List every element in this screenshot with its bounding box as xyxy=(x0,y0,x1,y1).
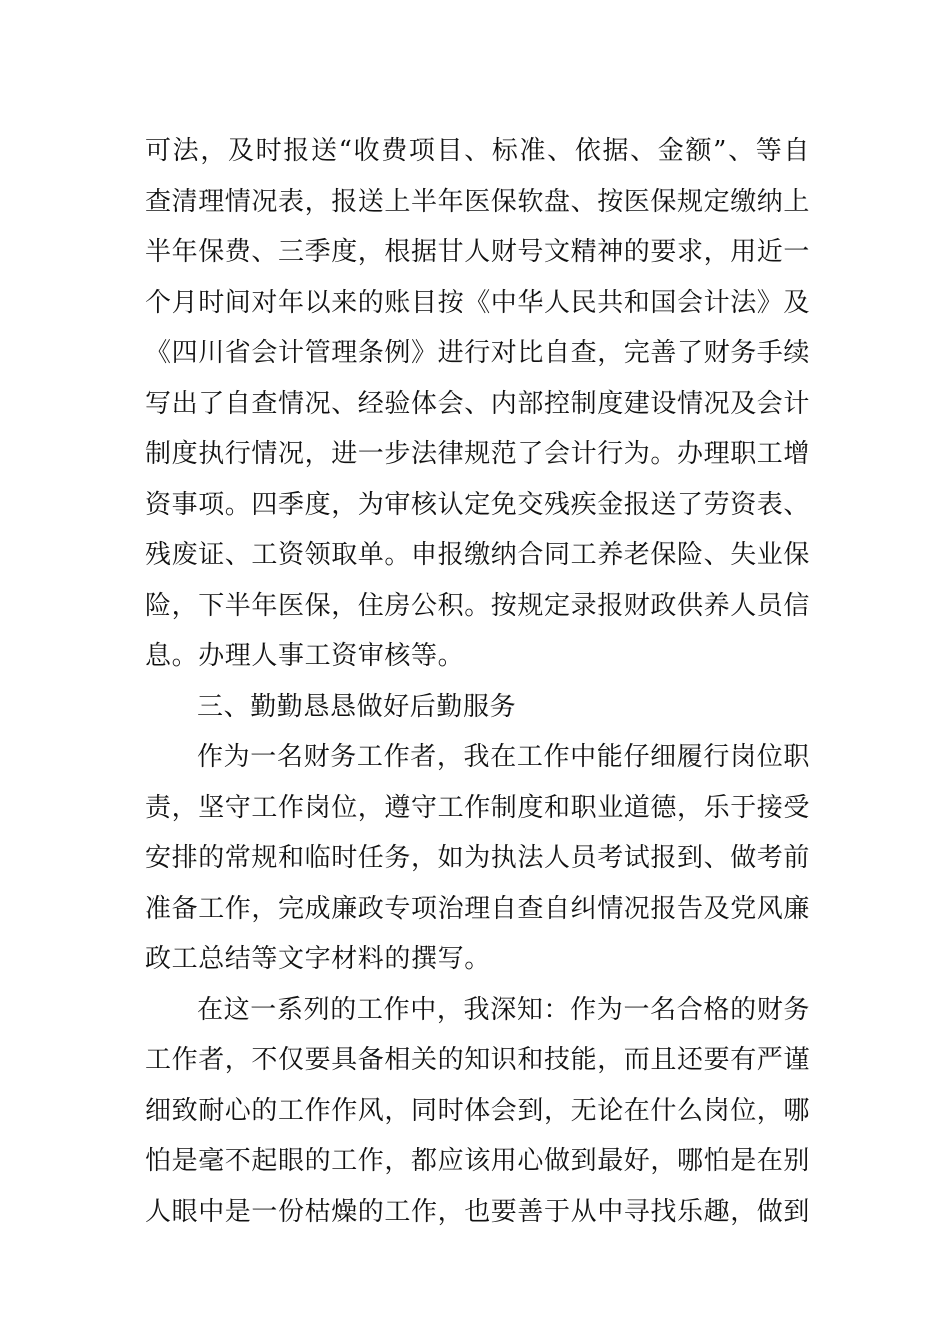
text-line: 怕是毫不起眼的工作，都应该用心做到最好，哪怕是在别 xyxy=(145,1146,811,1176)
text-line: 写出了自查情况、经验体会、内部控制度建设情况及会计 xyxy=(145,388,811,419)
text-line: 三、勤勤恳恳做好后勤服务 xyxy=(197,691,517,722)
text-line: 查清理情况表，报送上半年医保软盘、按医保规定缴纳上 xyxy=(145,186,811,217)
text-line: 准备工作，完成廉政专项治理自查自纠情况报告及党风廉 xyxy=(145,893,811,924)
text-line: 残废证、工资领取单。申报缴纳合同工养老保险、失业保 xyxy=(145,540,811,570)
text-line: 个月时间对年以来的账目按《中华人民共和国会计法》及 xyxy=(145,287,811,318)
text-line: 人眼中是一份枯燥的工作，也要善于从中寻找乐趣，做到 xyxy=(145,1196,811,1227)
text-line: 作为一名财务工作者，我在工作中能仔细履行岗位职 xyxy=(197,742,810,772)
text-line: 资事项。四季度，为审核认定免交残疾金报送了劳资表、 xyxy=(145,489,811,520)
text-line: 在这一系列的工作中，我深知：作为一名合格的财务 xyxy=(197,994,810,1025)
text-line: 《四川省会计管理条例》进行对比自查，完善了财务手续 xyxy=(145,338,811,368)
text-line: 可法，及时报送“收费项目、标准、依据、金额”、等自 xyxy=(145,136,810,166)
text-line: 险，下半年医保，住房公积。按规定录报财政供养人员信 xyxy=(145,590,811,621)
text-line: 半年保费、三季度，根据甘人财号文精神的要求，用近一 xyxy=(145,237,811,267)
text-line: 责，坚守工作岗位，遵守工作制度和职业道德，乐于接受 xyxy=(145,792,811,823)
text-line: 息。办理人事工资审核等。 xyxy=(145,641,465,671)
text-line: 工作者，不仅要具备相关的知识和技能，而且还要有严谨 xyxy=(145,1045,811,1075)
text-line: 细致耐心的工作作风，同时体会到，无论在什么岗位，哪 xyxy=(145,1095,811,1126)
text-line: 制度执行情况，进一步法律规范了会计行为。办理职工增 xyxy=(145,439,811,469)
text-line: 政工总结等文字材料的撰写。 xyxy=(145,944,491,974)
text-line: 安排的常规和临时任务，如为执法人员考试报到、做考前 xyxy=(145,843,811,873)
body-text xyxy=(145,126,810,1237)
